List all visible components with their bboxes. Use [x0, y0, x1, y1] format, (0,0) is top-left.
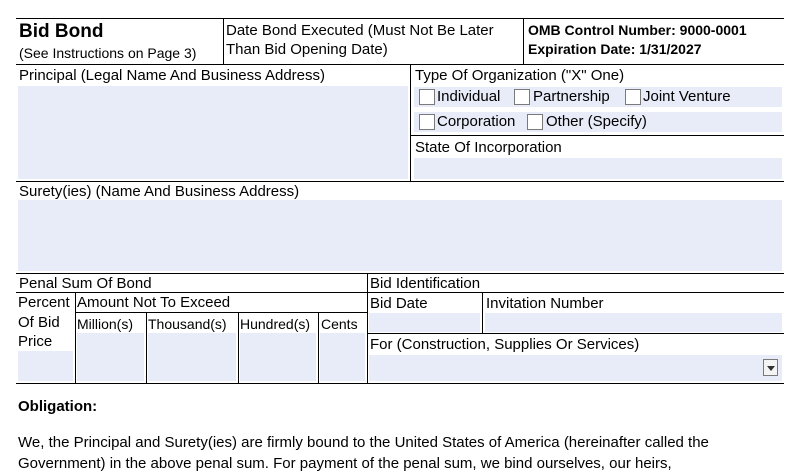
rule-million-div [146, 312, 147, 384]
hundreds-field[interactable] [240, 333, 316, 381]
invitation-number-field[interactable] [485, 313, 782, 332]
rule-header-div1 [223, 18, 224, 65]
rule-surety-top [16, 181, 784, 182]
cents-label: Cents [321, 316, 358, 332]
rule-for-top [367, 333, 784, 334]
joint-venture-label: Joint Venture [643, 88, 731, 105]
other-checkbox[interactable] [527, 114, 543, 130]
individual-checkbox[interactable] [419, 89, 435, 105]
chevron-down-icon [767, 366, 775, 371]
penal-sum-label: Penal Sum Of Bond [19, 275, 152, 292]
for-services-dropdown-button[interactable] [763, 359, 778, 376]
thousands-field[interactable] [148, 333, 236, 381]
rule-thousand-div [238, 312, 239, 384]
rule-header-div2 [523, 18, 524, 65]
state-of-incorporation-field[interactable] [414, 158, 782, 179]
form-title: Bid Bond [19, 21, 104, 42]
expiration-date: Expiration Date: 1/31/2027 [528, 41, 702, 57]
rule-principal-div [410, 64, 411, 182]
instructions-note: (See Instructions on Page 3) [19, 45, 197, 61]
percent-field[interactable] [18, 351, 73, 381]
obligation-heading: Obligation: [18, 398, 98, 415]
percent-label-1: Percent [18, 294, 70, 311]
millions-field[interactable] [77, 333, 144, 381]
surety-field[interactable] [18, 200, 782, 271]
percent-label-2: Of Bid [18, 314, 60, 331]
amount-not-to-exceed-label: Amount Not To Exceed [77, 294, 231, 311]
joint-venture-checkbox[interactable] [625, 89, 641, 105]
principal-field[interactable] [18, 86, 408, 179]
for-services-select[interactable] [369, 355, 782, 381]
rule-percent-div [75, 292, 76, 384]
rule-penal-sub [16, 292, 367, 293]
partnership-label: Partnership [533, 88, 610, 105]
rule-penal-right [367, 273, 368, 384]
rule-state-top [410, 135, 784, 136]
state-of-incorporation-label: State Of Incorporation [415, 139, 562, 156]
bid-date-label: Bid Date [370, 295, 428, 312]
bid-date-field[interactable] [369, 313, 480, 332]
percent-label-3: Price [18, 333, 53, 350]
rule-biddate-div [482, 292, 483, 334]
rule-hundred-div [318, 312, 319, 384]
rule-penal-top [16, 273, 784, 274]
rule-amount-sub [75, 312, 367, 313]
other-label: Other (Specify) [546, 113, 647, 130]
hundreds-label: Hundred(s) [240, 316, 311, 332]
corporation-label: Corporation [437, 113, 516, 130]
cents-field[interactable] [320, 333, 365, 381]
date-executed-label-2: Than Bid Opening Date) [226, 41, 388, 58]
bid-identification-label: Bid Identification [370, 275, 481, 292]
corporation-checkbox[interactable] [419, 114, 435, 130]
principal-label: Principal (Legal Name And Business Address) [19, 67, 325, 84]
omb-control-number: OMB Control Number: 9000-0001 [528, 22, 747, 38]
invitation-number-label: Invitation Number [486, 295, 604, 312]
for-services-label: For (Construction, Supplies Or Services) [370, 336, 640, 353]
thousands-label: Thousand(s) [148, 316, 227, 332]
individual-label: Individual [437, 88, 501, 105]
rule-penal-bottom [16, 383, 784, 384]
surety-label: Surety(ies) (Name And Business Address) [19, 183, 300, 200]
rule-header-bottom [16, 64, 784, 65]
rule-top [16, 18, 784, 19]
rule-bid-sub [367, 292, 784, 293]
partnership-checkbox[interactable] [514, 89, 530, 105]
millions-label: Million(s) [77, 316, 133, 332]
organization-label: Type Of Organization ("X" One) [415, 67, 625, 84]
obligation-text: We, the Principal and Surety(ies) are firmly bound to the United States of America (hereinafter called the Government) in the above penal sum. For payment of the penal sum, we bind ourselves, our heirs, [18, 434, 709, 472]
date-executed-label-1: Date Bond Executed (Must Not Be Later [226, 22, 494, 39]
